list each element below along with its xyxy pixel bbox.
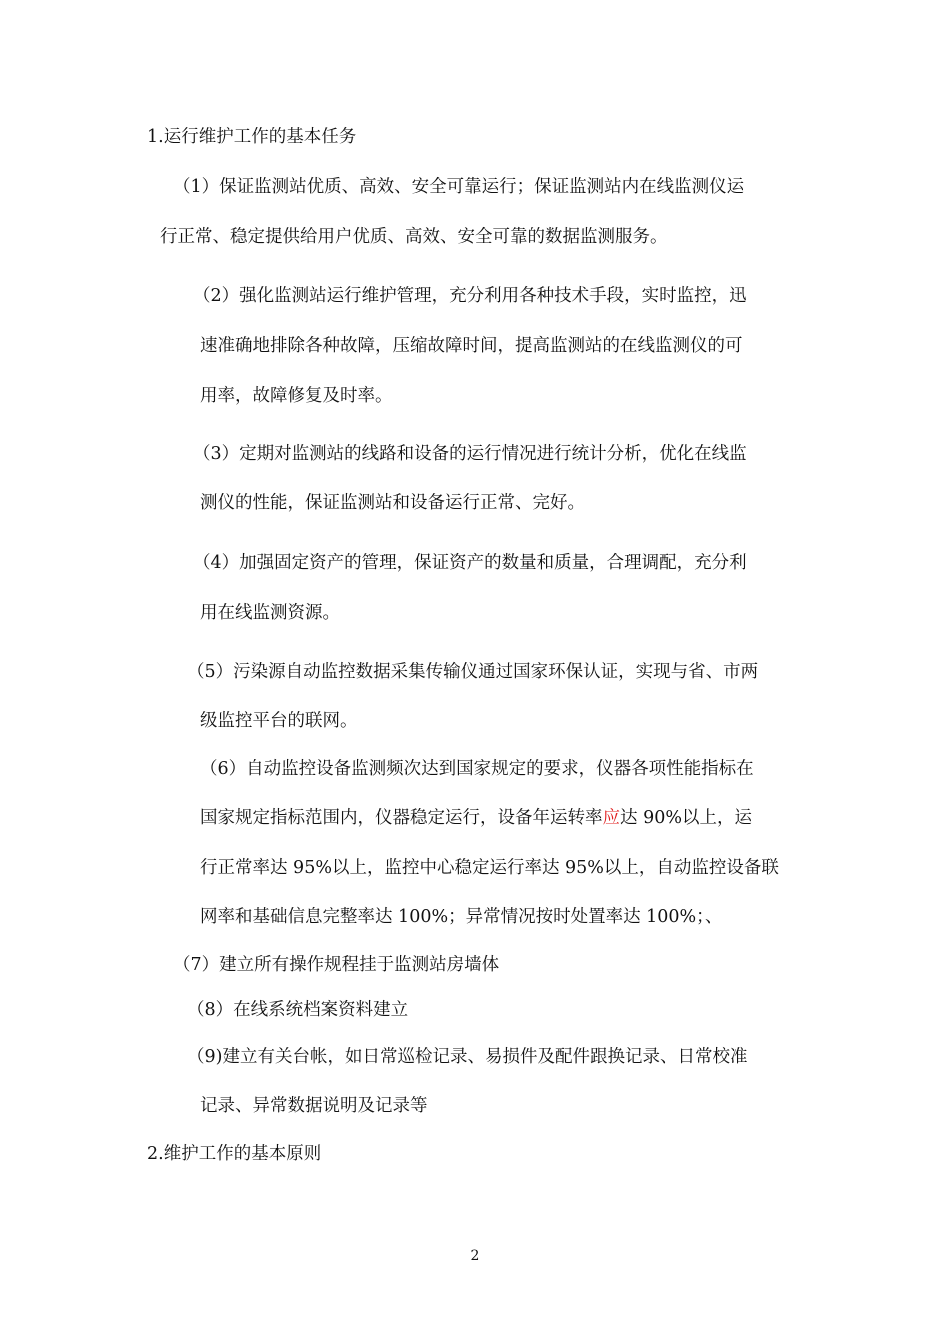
section-heading-1: 1.运行维护工作的基本任务 <box>147 127 357 147</box>
list-item-line: （3）定期对监测站的线路和设备的运行情况进行统计分析，优化在线监 <box>193 444 747 464</box>
list-item-text: 国家规定指标范围内，仪器稳定运行，设备年运转率 <box>200 808 603 828</box>
list-item-line: 测仪的性能，保证监测站和设备运行正常、完好。 <box>200 493 585 513</box>
list-item-line: 记录、异常数据说明及记录等 <box>200 1096 428 1116</box>
list-item-line: 行正常、稳定提供给用户优质、高效、安全可靠的数据监测服务。 <box>160 227 668 247</box>
list-item-line: （9)建立有关台帐，如日常巡检记录、易损件及配件跟换记录、日常校准 <box>187 1047 748 1067</box>
list-item-line: （5）污染源自动监控数据采集传输仪通过国家环保认证，实现与省、市两 <box>187 662 759 682</box>
list-item-line: 行正常率达 95%以上，监控中心稳定运行率达 95%以上，自动监控设备联 <box>200 858 779 878</box>
section-heading-2: 2.维护工作的基本原则 <box>147 1144 322 1164</box>
page-number: 2 <box>470 1248 480 1264</box>
highlighted-char: 应 <box>602 808 620 828</box>
list-item-text: 达 90%以上，运 <box>620 808 752 828</box>
list-item-line: 速准确地排除各种故障，压缩故障时间，提高监测站的在线监测仪的可 <box>200 336 743 356</box>
list-item-line: （7）建立所有操作规程挂于监测站房墙体 <box>173 955 500 975</box>
list-item-line: 级监控平台的联网。 <box>200 711 358 731</box>
list-item-line: （2）强化监测站运行维护管理，充分利用各种技术手段，实时监控，迅 <box>193 286 747 306</box>
list-item-line <box>200 806 752 830</box>
list-item-line: （6）自动监控设备监测频次达到国家规定的要求，仪器各项性能指标在 <box>200 759 754 779</box>
list-item-line: 用在线监测资源。 <box>200 603 340 623</box>
list-item-line: 网率和基础信息完整率达 100%；异常情况按时处置率达 100%；、 <box>200 907 723 927</box>
list-item-line: 用率，故障修复及时率。 <box>200 386 393 406</box>
list-item-line: （1）保证监测站优质、高效、安全可靠运行；保证监测站内在线监测仪运 <box>173 177 745 197</box>
list-item-line: （8）在线系统档案资料建立 <box>187 1000 409 1020</box>
list-item-line: （4）加强固定资产的管理，保证资产的数量和质量，合理调配，充分利 <box>193 553 747 573</box>
